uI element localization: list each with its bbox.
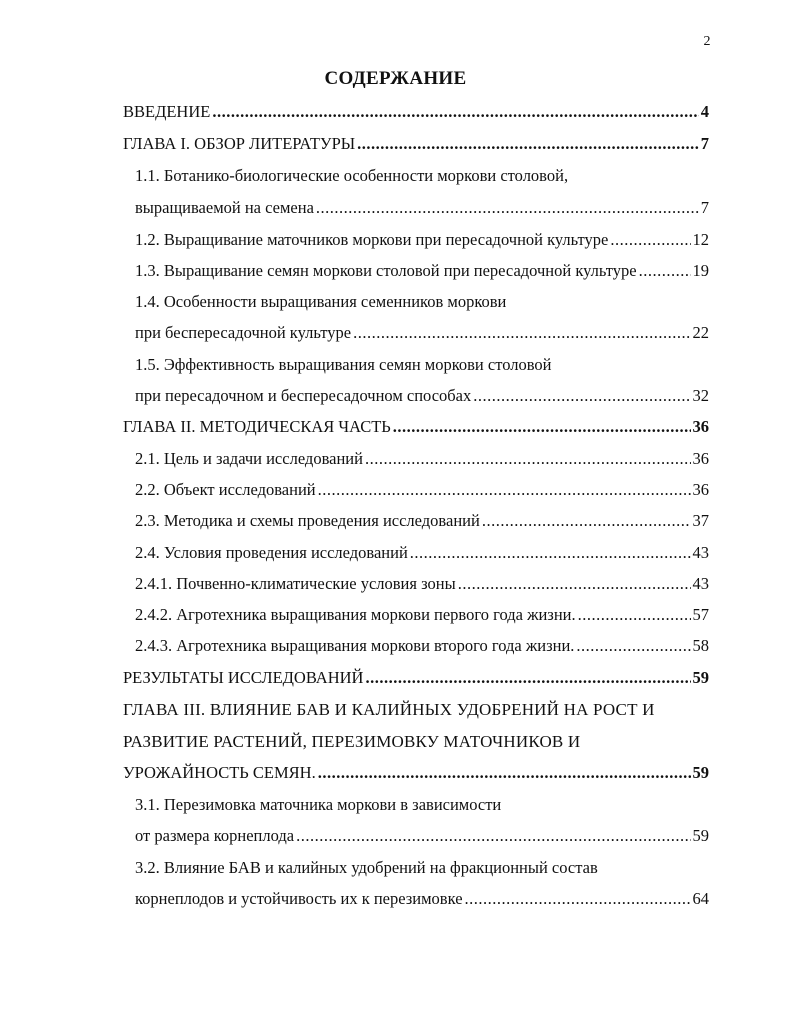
toc-entry-chapter-3-line1[interactable]: ГЛАВА III. ВЛИЯНИЕ БАВ И КАЛИЙНЫХ УДОБРЕНИЙ НА РОСТ И <box>123 700 655 719</box>
toc-entry-1-1[interactable] <box>135 198 709 218</box>
toc-leader-dots <box>639 261 691 281</box>
toc-leader-dots <box>578 605 691 625</box>
toc-page-number: 7 <box>700 134 709 153</box>
toc-leader-dots <box>318 480 691 500</box>
toc-leader-dots <box>357 134 699 154</box>
toc-entry-title: 2.4. Условия проведения исследований <box>135 543 408 562</box>
page-title: СОДЕРЖАНИЕ <box>324 68 467 89</box>
toc-entry-2-2[interactable] <box>135 480 709 500</box>
toc-entry-title: 2.4.3. Агротехника выращивания моркови второго года жизни. <box>135 636 575 655</box>
toc-entry-title: 2.1. Цель и задачи исследований <box>135 449 363 468</box>
toc-page-number: 57 <box>692 605 709 624</box>
toc-entry-title: выращиваемой на семена <box>135 198 314 217</box>
toc-page-number: 43 <box>692 574 709 593</box>
toc-entry-results[interactable] <box>123 668 709 688</box>
toc-leader-dots <box>482 511 691 531</box>
toc-page-number: 59 <box>692 668 709 687</box>
toc-entry-2-4-2[interactable] <box>135 605 709 625</box>
toc-page-number: 19 <box>692 261 709 280</box>
toc-page-number: 36 <box>692 480 709 499</box>
toc-entry-title: УРОЖАЙНОСТЬ СЕМЯН. <box>123 763 316 782</box>
toc-entry-3-1-line1[interactable]: 3.1. Перезимовка маточника моркови в зависимости <box>135 795 502 814</box>
toc-entry-title: 2.4.2. Агротехника выращивания моркови первого года жизни. <box>135 605 576 624</box>
toc-entry-1-4[interactable] <box>135 323 709 343</box>
toc-leader-dots <box>410 543 691 563</box>
toc-entry-title: 2.4.1. Почвенно-климатические условия зоны <box>135 574 456 593</box>
toc-entry-1-1-line1[interactable]: 1.1. Ботанико-биологические особенности моркови столовой, <box>135 166 569 185</box>
toc-entry-title: при беспересадочной культуре <box>135 323 352 342</box>
toc-entry-title: 1.2. Выращивание маточников моркови при пересадочной культуре <box>135 230 609 249</box>
toc-leader-dots <box>212 102 698 122</box>
toc-entry-2-4-3[interactable] <box>135 636 709 656</box>
toc-leader-dots <box>318 763 691 783</box>
toc-page-number: 12 <box>692 230 709 249</box>
toc-page-number: 22 <box>692 323 709 342</box>
toc-entry-title: от размера корнеплода <box>135 826 295 845</box>
toc-entry-title: корнеплодов и устойчивость их к перезимовке <box>135 889 463 908</box>
toc-entry-title: 2.2. Объект исследований <box>135 480 316 499</box>
toc-leader-dots <box>610 230 690 250</box>
toc-entry-1-5[interactable] <box>135 386 709 406</box>
toc-entry-chapter-2[interactable] <box>123 417 709 437</box>
toc-entry-chapter-1[interactable] <box>123 134 709 154</box>
toc-page-number: 4 <box>700 102 709 121</box>
toc-entry-introduction[interactable] <box>123 102 709 122</box>
toc-entry-1-2[interactable] <box>135 230 709 250</box>
toc-entry-2-1[interactable] <box>135 449 709 469</box>
toc-leader-dots <box>365 449 691 469</box>
toc-entry-title: 1.3. Выращивание семян моркови столовой при пересадочной культуре <box>135 261 637 280</box>
toc-entry-chapter-3[interactable] <box>123 763 709 783</box>
toc-leader-dots <box>316 198 699 218</box>
toc-leader-dots <box>365 668 690 688</box>
toc-entry-title: 2.3. Методика и схемы проведения исследований <box>135 511 480 530</box>
toc-page-number: 43 <box>692 543 709 562</box>
toc-page-number: 36 <box>692 417 709 436</box>
toc-page-number: 37 <box>692 511 709 530</box>
toc-page-number: 64 <box>692 889 709 908</box>
toc-entry-1-3[interactable] <box>135 261 709 281</box>
toc-entry-title: РЕЗУЛЬТАТЫ ИССЛЕДОВАНИЙ <box>123 668 364 687</box>
toc-entry-title: ГЛАВА I. ОБЗОР ЛИТЕРАТУРЫ <box>123 134 356 153</box>
toc-leader-dots <box>473 386 690 406</box>
toc-leader-dots <box>353 323 690 343</box>
toc-page-number: 36 <box>692 449 709 468</box>
toc-entry-2-4-1[interactable] <box>135 574 709 594</box>
toc-entry-3-2-line1[interactable]: 3.2. Влияние БАВ и калийных удобрений на фракционный состав <box>135 858 598 877</box>
toc-entry-2-4[interactable] <box>135 543 709 563</box>
toc-page-number: 7 <box>700 198 709 217</box>
toc-page-number: 59 <box>692 763 709 782</box>
toc-entry-1-5-line1[interactable]: 1.5. Эффективность выращивания семян моркови столовой <box>135 355 552 374</box>
toc-page-number: 59 <box>692 826 709 845</box>
toc-entry-3-2[interactable] <box>135 889 709 909</box>
page-number: 2 <box>703 34 711 49</box>
toc-leader-dots <box>576 636 690 656</box>
toc-leader-dots <box>296 826 690 846</box>
toc-entry-3-1[interactable] <box>135 826 709 846</box>
toc-leader-dots <box>393 417 691 437</box>
toc-leader-dots <box>458 574 691 594</box>
toc-leader-dots <box>465 889 691 909</box>
toc-page-number: 58 <box>692 636 709 655</box>
toc-entry-title: при пересадочном и беспересадочном способах <box>135 386 472 405</box>
toc-entry-title: ГЛАВА II. МЕТОДИЧЕСКАЯ ЧАСТЬ <box>123 417 391 436</box>
toc-entry-1-4-line1[interactable]: 1.4. Особенности выращивания семенников моркови <box>135 292 507 311</box>
toc-entry-chapter-3-line2[interactable]: РАЗВИТИЕ РАСТЕНИЙ, ПЕРЕЗИМОВКУ МАТОЧНИКОВ И <box>123 732 581 751</box>
toc-entry-2-3[interactable] <box>135 511 709 531</box>
toc-page-number: 32 <box>692 386 709 405</box>
toc-entry-title: ВВЕДЕНИЕ <box>123 102 211 121</box>
